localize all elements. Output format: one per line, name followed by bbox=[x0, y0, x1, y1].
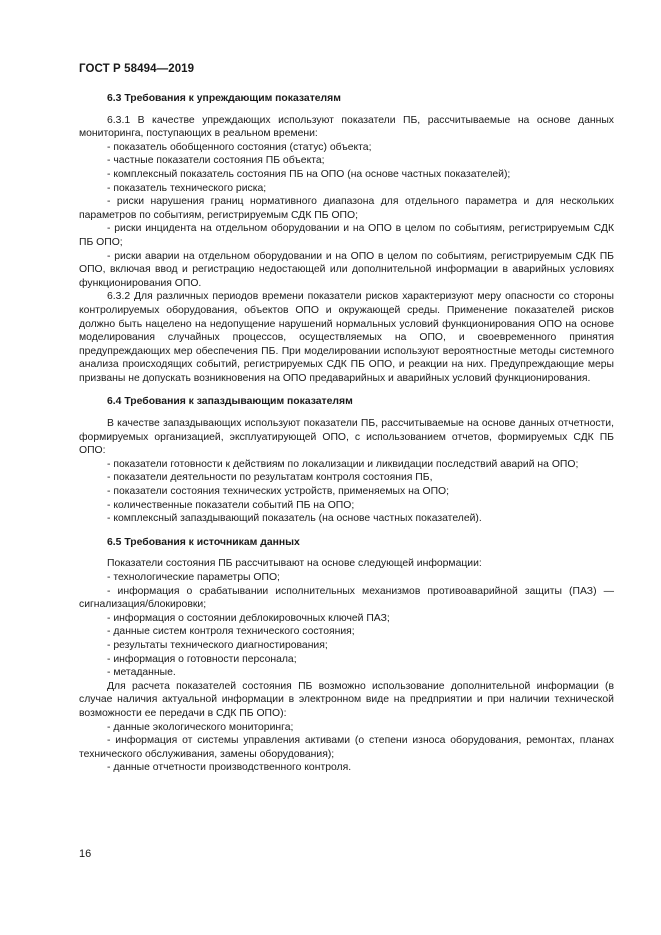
paragraph: В качестве запаздывающих используют показатели ПБ, рассчитываемые на основе данных отчетности, формируемых организацией, эксплуатирующей ОПО, с использованием отчетов, формируемых СДК ПБ ОПО: bbox=[79, 418, 614, 457]
list-item: - частные показатели состояния ПБ объекта; bbox=[107, 155, 325, 167]
list-item: - риски нарушения границ нормативного диапазона для отдельного параметра и для нескольких параметров по событиям, регистрируемым СДК ПБ ОПО; bbox=[79, 196, 614, 221]
page-number: 16 bbox=[79, 848, 92, 860]
paragraph: 6.3.2 Для различных периодов времени показатели рисков характеризуют меру опасности со стороны контролируемых оборудования, объектов ОПО и окружающей среды. Применение показателей рисков должно быть нацелено на недопущение нарушений нормальных условий функционирования ОПО на основе моделирования случайных процессов, осуществляемых на ОПО, и своевременного принятия предупреждающих мер обеспечения ПБ. При моделировании используют вероятностные методы системного анализа происходящих событий, регистрируемых СДК ПБ ОПО, и реакции на них. Предупреждающие меры призваны не допускать возникновения на ОПО предаварийных и аварийных условий функционирования. bbox=[79, 291, 614, 384]
list-item: - риски аварии на отдельном оборудовании и на ОПО в целом по событиям, регистрируемым СДК ПБ ОПО, включая ввод и регистрацию недостающей или дополнительной информации в аварийных условиях функционирования ОПО. bbox=[79, 250, 614, 289]
section-heading: 6.4 Требования к запаздывающим показателям bbox=[107, 396, 353, 408]
paragraph: Для расчета показателей состояния ПБ возможно использование дополнительной информации (в случае наличия актуальной информации в электронном виде на предприятии и при наличии технической возможности ее передачи в СДК ПБ ОПО): bbox=[79, 680, 614, 719]
list-item: - показатели готовности к действиям по локализации и ликвидации последствий аварий на ОПО; bbox=[107, 458, 579, 470]
list-item: - риски инцидента на отдельном оборудовании и на ОПО в целом по событиям, регистрируемым СДК ПБ ОПО; bbox=[79, 223, 614, 248]
list-item: - комплексный показатель состояния ПБ на ОПО (на основе частных показателей); bbox=[107, 168, 511, 180]
list-item: - показатели деятельности по результатам контроля состояния ПБ, bbox=[107, 472, 433, 484]
list-item: - метаданные. bbox=[107, 667, 176, 679]
list-item: - данные экологического мониторинга; bbox=[107, 721, 294, 733]
paragraph: 6.3.1 В качестве упреждающих используют показатели ПБ, рассчитываемые на основе данных мониторинга, поступающих в реальном времени: bbox=[79, 114, 614, 140]
paragraph: Показатели состояния ПБ рассчитывают на основе следующей информации: bbox=[107, 558, 482, 570]
section-heading: 6.3 Требования к упреждающим показателям bbox=[107, 93, 341, 104]
list-item: - показатель технического риска; bbox=[107, 182, 267, 194]
list-item: - результаты технического диагностирования; bbox=[107, 639, 328, 651]
list-item: - информация о готовности персонала; bbox=[107, 653, 297, 665]
document-code: ГОСТ Р 58494—2019 bbox=[79, 63, 195, 75]
list-item: - показатель обобщенного состояния (статус) объекта; bbox=[107, 141, 372, 153]
list-item: - данные отчетности производственного контроля. bbox=[107, 762, 352, 774]
list-item: - данные систем контроля технического состояния; bbox=[107, 626, 355, 638]
list-item: - технологические параметры ОПО; bbox=[107, 572, 280, 583]
list-item: - информация от системы управления активами (о степени износа оборудования, ремонтах, планах технического обслуживания, замены оборудования); bbox=[79, 735, 614, 760]
document-body bbox=[79, 92, 614, 775]
list-item: - информация о состоянии деблокировочных ключей ПАЗ; bbox=[107, 612, 390, 624]
list-item: - информация о срабатывании исполнительных механизмов противоаварийной защиты (ПАЗ) — сигнализация/блокировки; bbox=[79, 585, 614, 611]
list-item: - комплексный запаздывающий показатель (на основе частных показателей). bbox=[107, 513, 482, 525]
section-heading: 6.5 Требования к источникам данных bbox=[107, 536, 300, 548]
list-item: - показатели состояния технических устройств, применяемых на ОПО; bbox=[107, 486, 450, 498]
list-item: - количественные показатели событий ПБ на ОПО; bbox=[107, 499, 355, 511]
